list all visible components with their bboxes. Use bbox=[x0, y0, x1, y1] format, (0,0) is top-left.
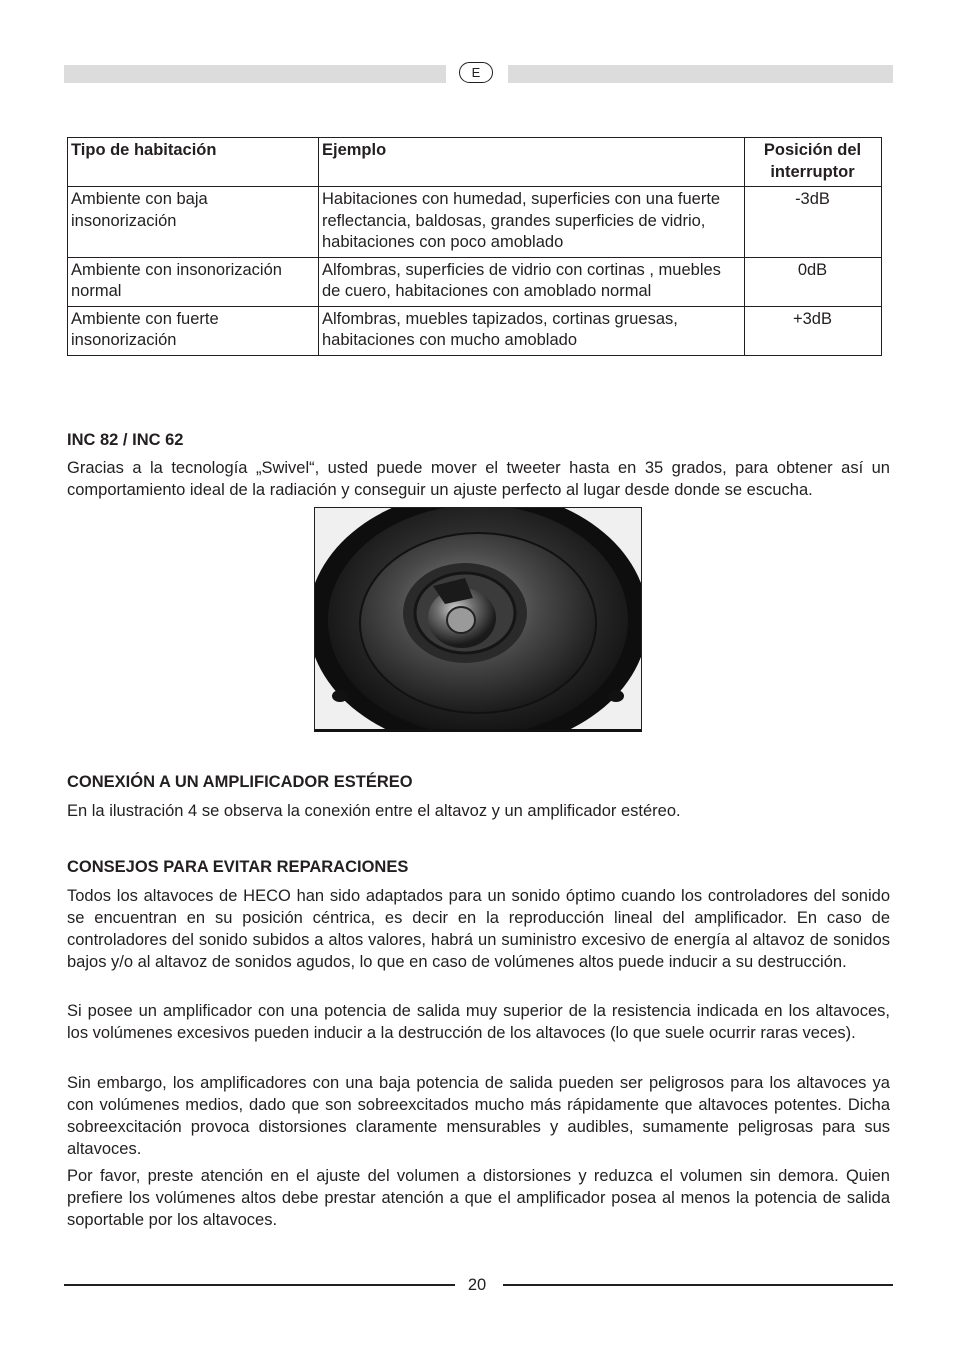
column-header-switch-position bbox=[745, 138, 882, 187]
column-header-room-type: Tipo de habitación bbox=[68, 138, 319, 187]
table-cell-room-type: Ambiente con baja insonorización bbox=[68, 187, 319, 258]
column-header-switch-position-text: Posición del interruptor bbox=[763, 141, 862, 181]
advice-paragraph: Por favor, preste atención en el ajuste del volumen a distorsiones y reduzca el volumen sin demora. Quien prefiere los volúmenes altos debe prestar atención a que el amplificador posea al menos la potencia de salida soportable por los altavoces. bbox=[67, 1167, 890, 1229]
section-title-advice: CONSEJOS PARA EVITAR REPARACIONES bbox=[67, 858, 409, 876]
advice-paragraph: Sin embargo, los amplificadores con una baja potencia de salida pueden ser peligrosos para los altavoces ya con volúmenes medios, dado que son sobreexcitados mucho más rápidamente que altavoces potentes. Dicha sobreexcitación provoca distorsiones claramente mensurables y audibles, sumamente peligrosas para sus altavoces. bbox=[67, 1074, 890, 1158]
speaker-illustration bbox=[315, 508, 641, 729]
speaker-photo bbox=[314, 507, 642, 732]
table-cell-switch-position: 0dB bbox=[745, 257, 882, 306]
section-title-connection: CONEXIÓN A UN AMPLIFICADOR ESTÉREO bbox=[67, 773, 413, 791]
advice-paragraph: Todos los altavoces de HECO han sido adaptados para un sonido óptimo cuando los controladores del sonido se encuentran en su posición céntrica, es decir en la reproducción lineal del amplificador. En caso de controladores del sonido subidos a altos valores, habrá un suministro excesivo de energía al altavoz de sonidos bajos y/o al altavoz de sonidos agudos, lo que en caso de volúmenes altos puede inducir a su destrucción. bbox=[67, 887, 890, 971]
footer-rule-left bbox=[64, 1284, 455, 1286]
footer-rule-right bbox=[503, 1284, 893, 1286]
column-header-example: Ejemplo bbox=[319, 138, 745, 187]
table-header-row bbox=[68, 138, 882, 187]
table-cell-switch-position: -3dB bbox=[745, 187, 882, 258]
language-badge: E bbox=[459, 62, 493, 83]
table-cell-example: Habitaciones con humedad, superficies con una fuerte reflectancia, baldosas, grandes superficies de vidrio, habitaciones con poco amoblado bbox=[319, 187, 745, 258]
room-settings-table bbox=[67, 137, 882, 356]
advice-paragraph: Si posee un amplificador con una potencia de salida muy superior de la resistencia indicada en los altavoces, los volúmenes excesivos pueden inducir a la destrucción de los altavoces (lo que suele ocurrir raras veces). bbox=[67, 1002, 890, 1042]
table-cell-room-type: Ambiente con fuerte insonorización bbox=[68, 306, 319, 355]
section-text-inc: Gracias a la tecnología „Swivel“, usted puede mover el tweeter hasta en 35 grados, para obtener así un comportamiento ideal de la radiación y conseguir un ajuste perfecto al lugar desde donde se escucha. bbox=[67, 459, 890, 499]
table-cell-example: Alfombras, muebles tapizados, cortinas gruesas, habitaciones con mucho amoblado bbox=[319, 306, 745, 355]
section-title-inc: INC 82 / INC 62 bbox=[67, 431, 184, 449]
table-row bbox=[68, 306, 882, 355]
section-text-connection: En la ilustración 4 se observa la conexión entre el altavoz y un amplificador estéreo. bbox=[67, 802, 681, 820]
table-cell-example: Alfombras, superficies de vidrio con cortinas , muebles de cuero, habitaciones con amoblado normal bbox=[319, 257, 745, 306]
table-cell-room-type: Ambiente con insonorización normal bbox=[68, 257, 319, 306]
table-row bbox=[68, 187, 882, 258]
page-number: 20 bbox=[467, 1276, 487, 1294]
table-cell-switch-position: +3dB bbox=[745, 306, 882, 355]
table-row bbox=[68, 257, 882, 306]
